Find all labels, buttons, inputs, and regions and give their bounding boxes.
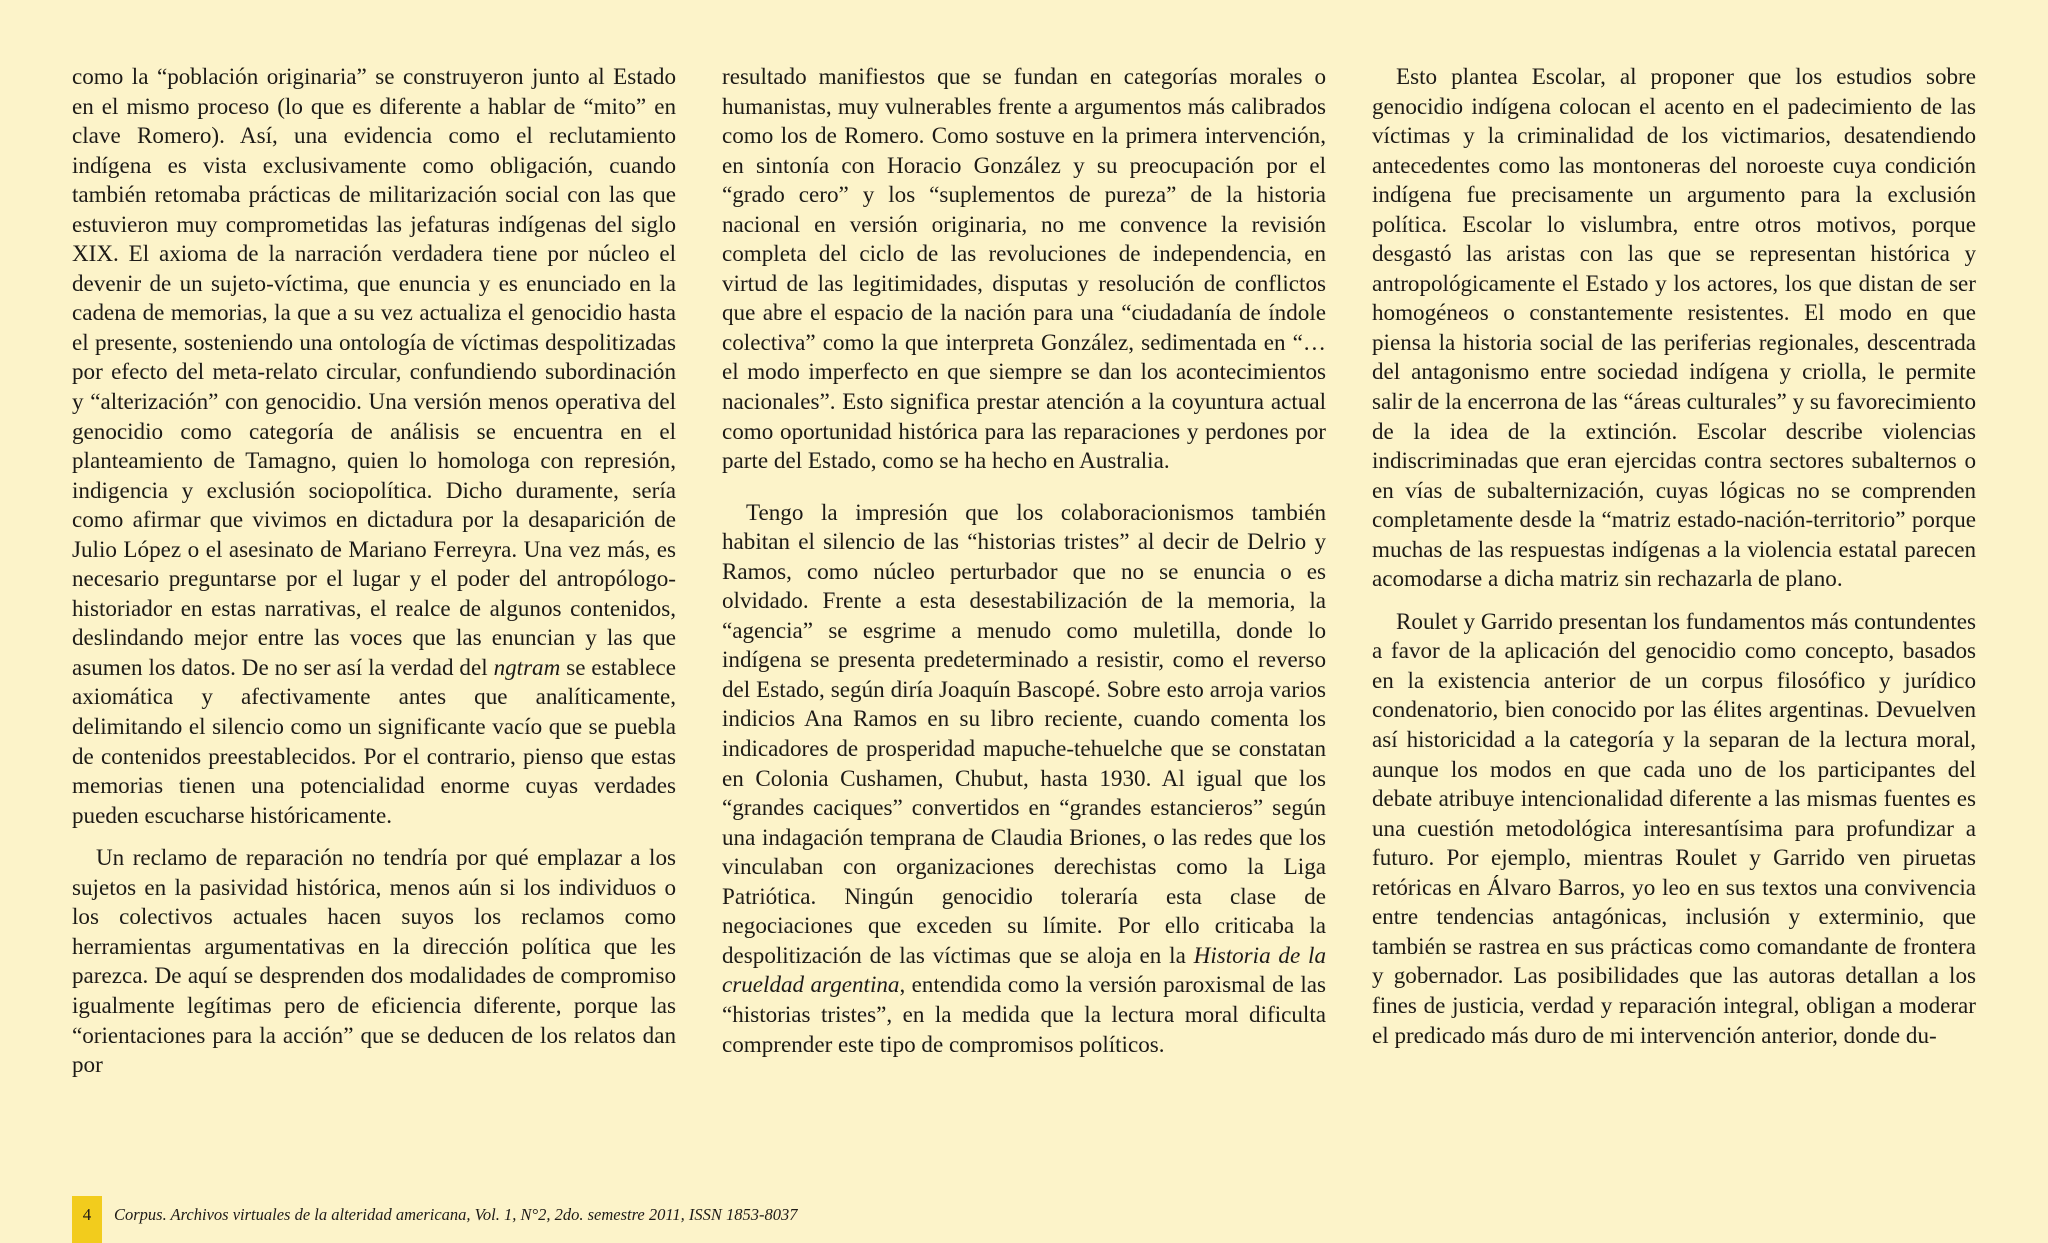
- paragraph-text-tail: se establece axiomática y afectivamente antes que analíticamente, delimitando el silencio como un significante vacío que se puebla de contenidos preestablecidos. Por el contrario, pienso que estas memorias tienen una potencialidad enorme cuyas verdades pueden escucharse históricamente.: [72, 653, 676, 828]
- paragraph-text: Tengo la impresión que los colaboracionismos también habitan el silencio de las “historias tristes” al decir de Delrio y Ramos, como núcleo perturbador que no se enuncia o es olvidado. Frente a esta desestabilización de la memoria, la “agencia” se esgrime a menudo como muletilla, donde lo indígena se presenta predeterminado a resistir, como el reverso del Estado, según diría Joaquín Bascopé. Sobre esto arroja varios indicios Ana Ramos en su libro reciente, cuando comenta los indicadores de prosperidad mapuche-tehuelche que se constatan en Colonia Cushamen, Chubut, hasta 1930. Al igual que los “grandes caciques” convertidos en “grandes estancieros” según una indagación temprana de Claudia Briones, o las redes que los vinculaban con organizaciones derechistas como la Liga Patriótica. Ningún genocidio toleraría esta clase de negociaciones que exceden su límite. Por ello criticaba la despolitización de las víctimas que se aloja en la: [722, 498, 1326, 968]
- paragraph-text: como la “población originaria” se construyeron junto al Estado en el mismo proceso (lo que es diferente a hablar de “mito” en clave Romero). Así, una evidencia como el reclutamiento indígena es vista exclusivamente como obligación, cuando también retomaba prácticas de militarización social con las que estuvieron muy comprometidas las jefaturas indígenas del siglo XIX. El axioma de la narración verdadera tiene por núcleo el devenir de un sujeto-víctima, que enuncia y es enunciado en la cadena de memorias, la que a su vez actualiza el genocidio hasta el presente, sosteniendo una ontología de víctimas despolitizadas por efecto del meta-relato circular, confundiendo subordinación y “alterización” con genocidio. Una versión menos operativa del genocidio como categoría de análisis se encuentra en el planteamiento de Tamagno, quien lo homologa con represión, indigencia y exclusión sociopolítica. Dicho duramente, sería como afirmar que vivimos en dictadura por la desaparición de Julio López o el asesinato de Mariano Ferreyra. Una vez más, es necesario preguntarse por el lugar y el poder del antropólogo-historiador en estas narrativas, el realce de algunos contenidos, deslindando mejor entre las voces que las enuncian y las que asumen los datos. De no ser así la verdad del: [72, 63, 676, 680]
- paragraph: Esto plantea Escolar, al proponer que los estudios sobre genocidio indígena colocan el acento en el padecimiento de las víctimas y la criminalidad de los victimarios, desatendiendo antecedentes como las montoneras del noroeste cuya condición indígena fue precisamente un argumento para la exclusión política. Escolar lo vislumbra, entre otros motivos, porque desgastó las aristas con las que se representan histórica y antropológicamente el Estado y los actores, los que distan de ser homogéneos o constantemente resistentes. El modo en que piensa la historia social de las periferias regionales, descentrada del antagonismo entre sociedad indígena y criolla, le permite salir de la encerrona de las “áreas culturales” y su favorecimiento de la idea de la extinción. Escolar describe violencias indiscriminadas que eran ejercidas contra sectores subalternos o en vías de subalternización, cuyas lógicas no se comprenden completamente desde la “matriz estado-nación-territorio” porque muchas de las respuestas indígenas a la violencia estatal parecen acomodarse a dicha matriz sin rechazarla de plano.: [1372, 63, 1976, 592]
- page-number: 4: [82, 1205, 92, 1224]
- italic-book-title: Historia de la crueldad argentina: [722, 941, 1326, 998]
- journal-citation: Corpus. Archivos virtuales de la alteridad americana, Vol. 1, N°2, 2do. semestre 2011, ISSN 1853-8037: [114, 1205, 798, 1224]
- text-column-middle: [722, 62, 1326, 1059]
- paragraph: resultado manifiestos que se fundan en categorías morales o humanistas, muy vulnerables frente a argumentos más calibrados como los de Romero. Como sostuve en la primera intervención, en sintonía con Horacio González y su preocupación por el “grado cero” y los “suplementos de pureza” de la historia nacional en versión originaria, no me convence la revisión completa del ciclo de las revoluciones de independencia, en virtud de las legitimidades, disputas y resolución de conflictos que abre el espacio de la nación para una “ciudadanía de índole colectiva” como la que interpreta González, sedimentada en “…el modo imperfecto en que siempre se dan los acontecimientos nacionales”. Esto significa prestar atención a la coyuntura actual como oportunidad histórica para las reparaciones y perdones por parte del Estado, como se ha hecho en Australia.: [722, 63, 1326, 474]
- paragraph: Un reclamo de reparación no tendría por qué emplazar a los sujetos en la pasividad histórica, menos aún si los individuos o los colectivos actuales hacen suyos los reclamos como herramientas argumentativas en la dirección política que les parezca. De aquí se desprenden dos modalidades de compromiso igualmente legítimas pero de eficiencia diferente, porque las “orientaciones para la acción” que se deducen de los relatos dan por: [72, 844, 676, 1078]
- page-number-badge: [72, 1196, 102, 1243]
- italic-term: ngtram: [493, 653, 561, 680]
- paragraph: Roulet y Garrido presentan los fundamentos más contundentes a favor de la aplicación del genocidio como concepto, basados en la existencia anterior de un corpus filosófico y jurídico condenatorio, bien conocido por las élites argentinas. Devuelven así historicidad a la categoría y la separan de la lectura moral, aunque los modos en que cada uno de los participantes del debate atribuye intencionalidad diferente a las mismas fuentes es una cuestión metodológica interesantísima para profundizar a futuro. Por ejemplo, mientras Roulet y Garrido ven piruetas retóricas en Álvaro Barros, yo leo en sus textos una convivencia entre tendencias antagónicas, inclusión y exterminio, que también se rastrea en sus prácticas como comandante de frontera y gobernador. Las posibilidades que las autoras detallan a los fines de justicia, verdad y reparación integral, obligan a moderar el predicado más duro de mi intervención anterior, donde du-: [1372, 607, 1976, 1048]
- paragraph-text-tail: , entendida como la versión paroxismal de las “historias tristes”, en la medida que la lectura moral dificulta comprender este tipo de compromisos políticos.: [722, 971, 1327, 1057]
- text-column-right: [1372, 62, 1976, 1050]
- paragraph: [72, 62, 676, 830]
- text-column-left: [72, 62, 676, 1080]
- paragraph: [722, 498, 1326, 1059]
- page-footer: [72, 1196, 798, 1243]
